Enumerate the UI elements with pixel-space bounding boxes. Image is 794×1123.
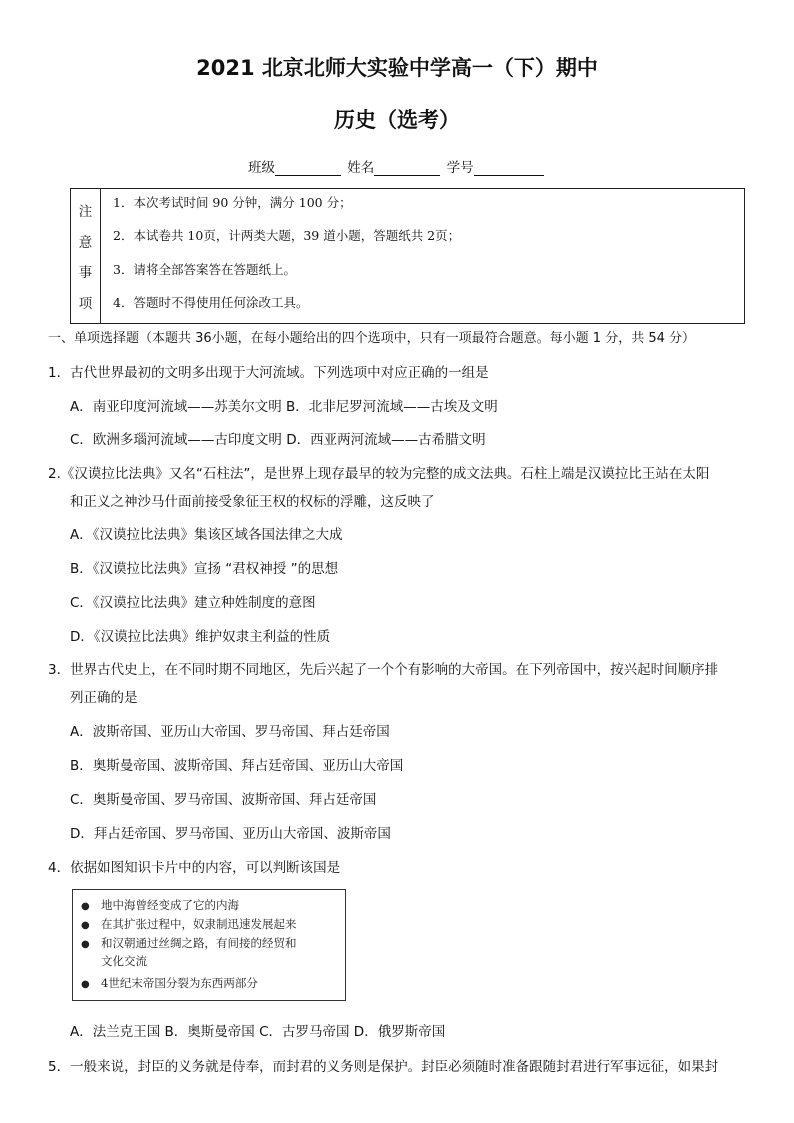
class-label: 班级 — [248, 160, 275, 176]
notice-item: 3．请将全部答案答在答题纸上。 — [113, 262, 296, 277]
notice-item: 4．答题时不得使用任何涂改工具。 — [113, 295, 309, 310]
notice-item: 2．本试卷共 10页，计两类大题，39 道小题，答题纸共 2页； — [113, 228, 461, 243]
page-title: 2021 北京北师大实验中学高一（下）期中 — [196, 56, 598, 80]
card-item-cont: 文化交流 — [101, 954, 147, 968]
notice-heading-char: 意 — [78, 234, 93, 251]
question-3-option-d: D．拜占廷帝国、罗马帝国、亚历山大帝国、波斯帝国 — [70, 826, 391, 842]
name-label: 姓名 — [347, 160, 375, 176]
section-heading: 一、单项选择题（本题共 36小题，在每小题给出的四个选项中，只有一项最符合题意。每小题 1 分，共 54 分） — [48, 331, 696, 346]
notice-heading-char: 注 — [78, 204, 93, 221]
question-4-stem: 4．依据如图知识卡片中的内容，可以判断该国是 — [48, 860, 341, 876]
notice-heading — [71, 189, 101, 323]
question-1-options-row: A．南亚印度河流域——苏美尔文明 B．北非尼罗河流域——古埃及文明 — [70, 399, 498, 415]
question-3-stem: 3．世界古代史上，在不同时期不同地区，先后兴起了一个个有影响的大帝国。在下列帝国中，按兴起时间顺序排 — [48, 662, 719, 678]
question-2-option-a: A．《汉谟拉比法典》集该区域各国法律之大成 — [70, 527, 343, 543]
bullet-icon: ● — [81, 920, 90, 931]
knowledge-card — [72, 889, 346, 1001]
notice-item: 1．本次考试时间 90 分钟，满分 100 分； — [113, 195, 352, 210]
notice-heading-char: 项 — [78, 295, 93, 312]
question-3-stem-cont: 列正确的是 — [70, 690, 138, 706]
question-5-stem: 5．一般来说，封臣的义务就是侍奉，而封君的义务则是保护。封臣必须随时准备跟随封君进行军事远征，如果封 — [48, 1059, 719, 1075]
bullet-icon: ● — [81, 901, 90, 912]
question-2-stem: 2.《汉谟拉比法典》又名“石柱法”，是世界上现存最早的较为完整的成文法典。石柱上端是汉谟拉比王站在太阳 — [48, 466, 710, 482]
name-blank[interactable] — [374, 161, 440, 176]
class-blank[interactable] — [275, 161, 341, 176]
bullet-icon: ● — [81, 979, 90, 990]
question-3-option-b: B．奥斯曼帝国、波斯帝国、拜占廷帝国、亚历山大帝国 — [70, 758, 404, 774]
bullet-icon: ● — [81, 939, 90, 950]
card-item: ● 在其扩张过程中，奴隶制迅速发展起来 — [81, 917, 297, 931]
student-info-line — [248, 156, 546, 176]
question-3-option-c: C．奥斯曼帝国、罗马帝国、波斯帝国、拜占廷帝国 — [70, 792, 377, 808]
notice-box — [70, 188, 745, 324]
card-item: ● 4世纪末帝国分裂为东西两部分 — [81, 976, 258, 990]
id-blank[interactable] — [474, 161, 544, 176]
question-4-options: A．法兰克王国 B．奥斯曼帝国 C．古罗马帝国 D．俄罗斯帝国 — [70, 1024, 446, 1040]
question-1-stem: 1．古代世界最初的文明多出现于大河流域。下列选项中对应正确的一组是 — [48, 365, 489, 381]
question-3-option-a: A．波斯帝国、亚历山大帝国、罗马帝国、拜占廷帝国 — [70, 724, 390, 740]
question-2-stem-cont: 和正义之神沙马什面前接受象征王权的权标的浮雕，这反映了 — [70, 494, 435, 510]
notice-heading-char: 事 — [78, 265, 93, 282]
question-1-options-row: C．欧洲多瑙河流域——古印度文明 D．西亚两河流域——古希腊文明 — [70, 432, 486, 448]
page-subtitle: 历史（选考） — [334, 108, 460, 132]
question-2-option-c: C．《汉谟拉比法典》建立种姓制度的意图 — [70, 595, 316, 611]
id-label: 学号 — [446, 160, 474, 176]
card-item: ● 和汉朝通过丝绸之路，有间接的经贸和 — [81, 936, 297, 950]
card-item: ● 地中海曾经变成了它的内海 — [81, 898, 239, 912]
question-2-option-d: D．《汉谟拉比法典》维护奴隶主利益的性质 — [70, 629, 331, 645]
question-2-option-b: B．《汉谟拉比法典》宣扬 “君权神授 ”的思想 — [70, 561, 339, 577]
